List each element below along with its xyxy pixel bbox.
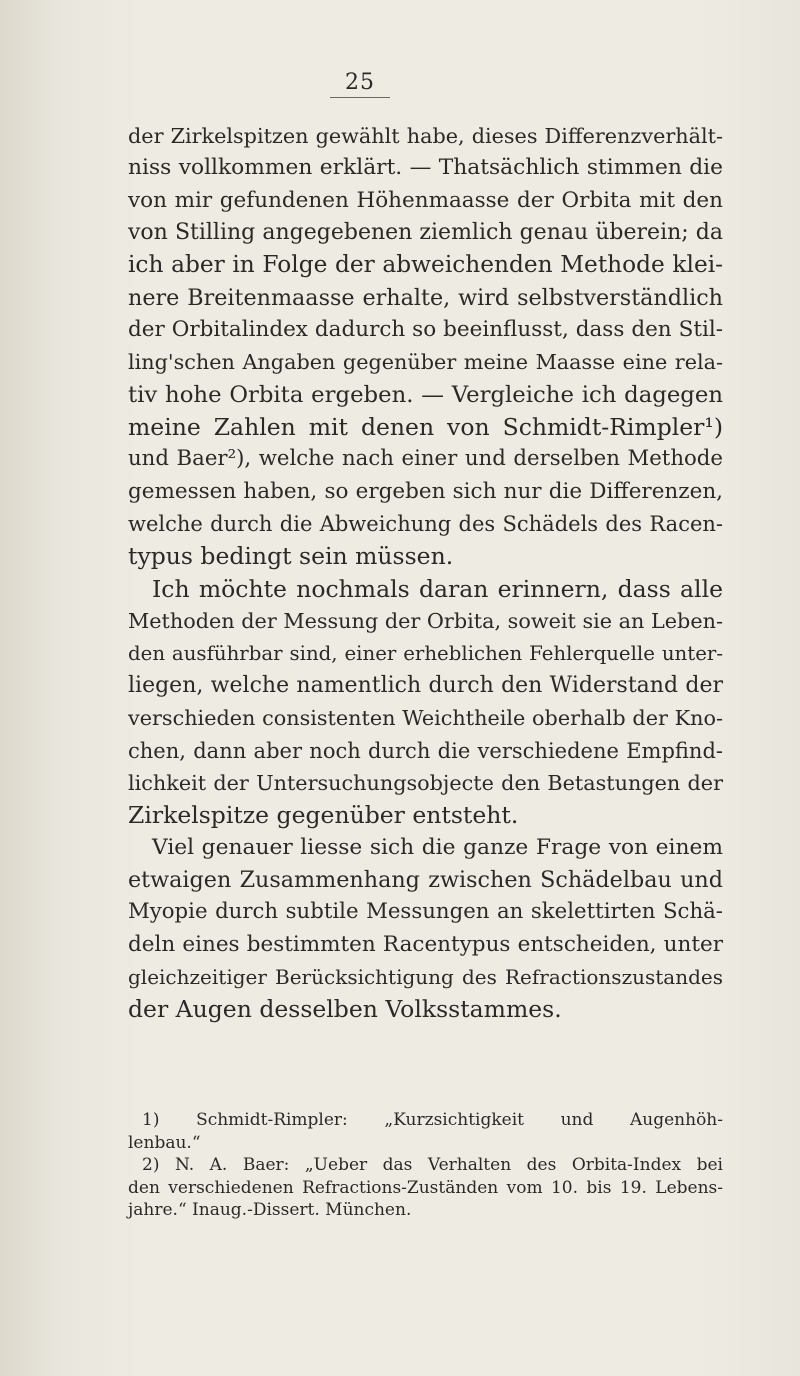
text-line: Zirkelspitze gegenüber entsteht. [128, 801, 519, 830]
text-line: niss vollkommen erklärt. — Thatsächlich stimmen die [128, 155, 723, 181]
page-number: 25 [330, 70, 390, 98]
text-line: und Baer²), welche nach einer und derselben Methode [128, 446, 723, 472]
text-line: chen, dann aber noch durch die verschiedene Empfind- [128, 738, 723, 763]
footnote-line: 1) Schmidt-Rimpler: „Kurzsichtigkeit und Augenhöh- [142, 1110, 723, 1130]
text-line: ling'schen Angaben gegenüber meine Maasse eine rela- [128, 350, 723, 375]
text-line: nere Breitenmaasse erhalte, wird selbstverständlich [128, 284, 723, 311]
body-text [128, 120, 723, 1026]
text-line: den ausführbar sind, einer erheblichen Fehlerquelle unter- [128, 641, 723, 665]
text-line: der Augen desselben Volksstammes. [128, 995, 562, 1024]
text-line: gleichzeitiger Berücksichtigung des Refractionszustandes [128, 964, 723, 989]
text-line: ich aber in Folge der abweichenden Methode klei- [128, 251, 723, 279]
text-line: gemessen haben, so ergeben sich nur die Differenzen, [128, 478, 723, 504]
text-line: Myopie durch subtile Messungen an skelettirten Schä- [128, 899, 723, 925]
text-line: typus bedingt sein müssen. [128, 542, 454, 571]
paragraph-start-line: Viel genauer liesse sich die ganze Frage von einem [152, 834, 723, 860]
text-line: deln eines bestimmten Racentypus entscheiden, unter [128, 931, 723, 957]
text-line: verschieden consistenten Weichtheile oberhalb der Kno- [128, 706, 723, 731]
text-line: meine Zahlen mit denen von Schmidt-Rimpler¹) [128, 413, 723, 442]
text-line: lichkeit der Untersuchungsobjecte den Betastungen der [128, 770, 723, 795]
text-line: liegen, welche namentlich durch den Widerstand der [128, 672, 723, 698]
footnote-line: den verschiedenen Refractions-Zuständen vom 10. bis 19. Lebens- [128, 1177, 723, 1198]
paragraph-start-line: Ich möchte nochmals daran erinnern, dass alle [152, 574, 723, 603]
text-line: von mir gefundenen Höhenmaasse der Orbita mit den [128, 187, 723, 213]
footnote-line: 2) N. A. Baer: „Ueber das Verhalten des Orbita-Index bei [142, 1155, 723, 1175]
text-line: der Orbitalindex dadurch so beeinflusst, dass den Stil- [128, 317, 723, 343]
text-line: Methoden der Messung der Orbita, soweit sie an Leben- [128, 609, 723, 634]
footnote-line: lenbau.“ [128, 1132, 201, 1153]
footnote-line: jahre.“ Inaug.-Dissert. München. [128, 1200, 412, 1220]
text-line: tiv hohe Orbita ergeben. — Vergleiche ich dagegen [128, 381, 723, 408]
text-line: welche durch die Abweichung des Schädels des Racen- [128, 512, 723, 537]
text-line: von Stilling angegebenen ziemlich genau überein; da [128, 220, 723, 246]
footnotes [128, 1109, 723, 1222]
text-line: etwaigen Zusammenhang zwischen Schädelbau und [128, 866, 723, 893]
text-line: der Zirkelspitzen gewählt habe, dieses Differenzverhält- [128, 124, 723, 148]
